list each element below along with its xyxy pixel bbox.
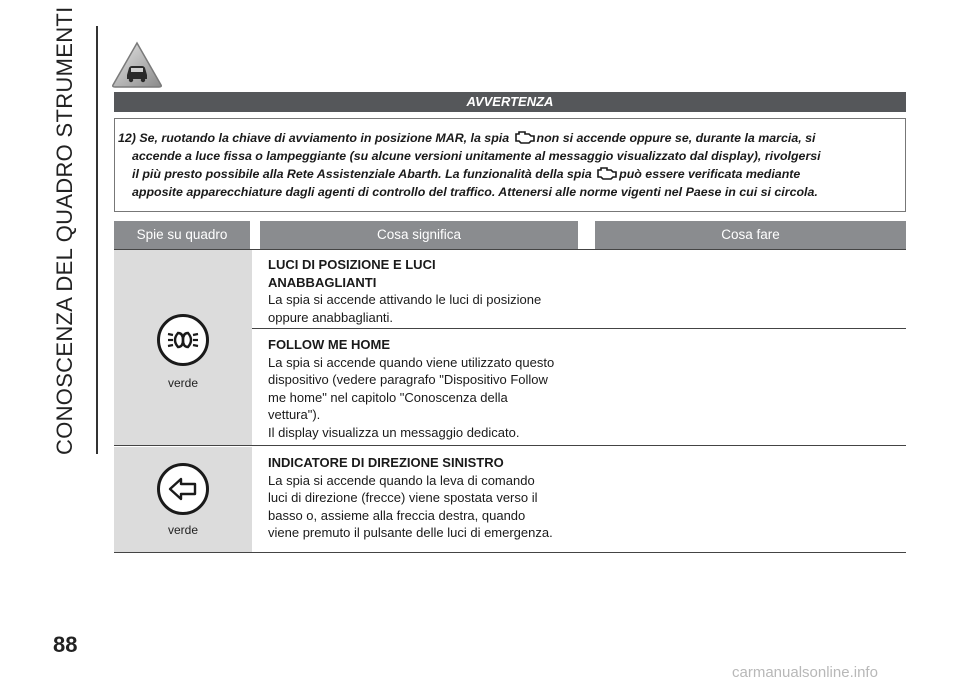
entry-text: basso o, assieme alla freccia destra, quando (268, 507, 526, 523)
warning-line-1b: non si accende oppure se, durante la marcia, si (536, 131, 816, 145)
position-lights-icon (157, 314, 209, 366)
entry-title: LUCI DI POSIZIONE E LUCI (268, 257, 436, 272)
warning-line-3b: può essere verificata mediante (619, 167, 801, 181)
watermark: carmanualsonline.info (732, 664, 878, 681)
section-title: CONOSCENZA DEL QUADRO STRUMENTI (52, 6, 77, 455)
table-header-cosa-fare: Cosa fare (595, 221, 906, 249)
warning-line-4: apposite apparecchiature dagli agenti di controllo del traffico. Attenersi alle norme vigenti nel Paese in cui si circola. (132, 185, 818, 199)
engine-check-icon (596, 166, 618, 180)
page-number: 88 (53, 632, 78, 657)
color-label: verde (167, 376, 199, 390)
table-rule (114, 249, 906, 250)
entry-text: La spia si accende quando la leva di comando (268, 472, 535, 488)
entry-text: viene premuto il pulsante delle luci di emergenza. (268, 525, 553, 540)
description-block (268, 256, 588, 326)
engine-check-icon (514, 130, 536, 144)
warning-line-3a: il più presto possibile alla Rete Assistenziale Abarth. La funzionalità della spia (132, 167, 596, 181)
entry-title: FOLLOW ME HOME (268, 337, 391, 352)
entry-text: luci di direzione (frecce) viene spostata verso il (268, 490, 538, 505)
left-arrow-indicator-icon (157, 463, 209, 515)
table-rule (114, 445, 906, 446)
description-block (268, 454, 588, 542)
warning-text (118, 129, 904, 201)
description-block (268, 336, 588, 441)
entry-title: ANABBAGLIANTI (268, 274, 377, 290)
entry-text: vettura"). (268, 407, 321, 422)
table-header-spie: Spie su quadro (114, 221, 250, 249)
triangle-car-warning-icon (110, 40, 164, 90)
sidebar-rule (96, 26, 98, 454)
entry-text: Il display visualizza un messaggio dedicato. (268, 424, 520, 440)
table-rule (114, 552, 906, 553)
entry-text: La spia si accende attivando le luci di posizione (268, 292, 542, 307)
entry-text: me home" nel capitolo "Conoscenza della (268, 389, 508, 405)
entry-text: dispositivo (vedere paragrafo "Dispositivo Follow (268, 372, 548, 387)
color-label: verde (167, 523, 199, 537)
table-rule (252, 328, 906, 329)
entry-title: INDICATORE DI DIREZIONE SINISTRO (268, 455, 504, 470)
table-header-cosa-significa: Cosa significa (260, 221, 578, 249)
warning-line-2: accende a luce fissa o lampeggiante (su alcune versioni unitamente al messaggio visualizzato dal display), rivolgersi (132, 149, 821, 163)
entry-text: La spia si accende quando viene utilizzato questo (268, 354, 555, 370)
warning-header: AVVERTENZA (114, 92, 906, 112)
entry-text: oppure anabbaglianti. (268, 309, 394, 325)
warning-line-1a: 12) Se, ruotando la chiave di avviamento in posizione MAR, la spia (118, 131, 513, 145)
